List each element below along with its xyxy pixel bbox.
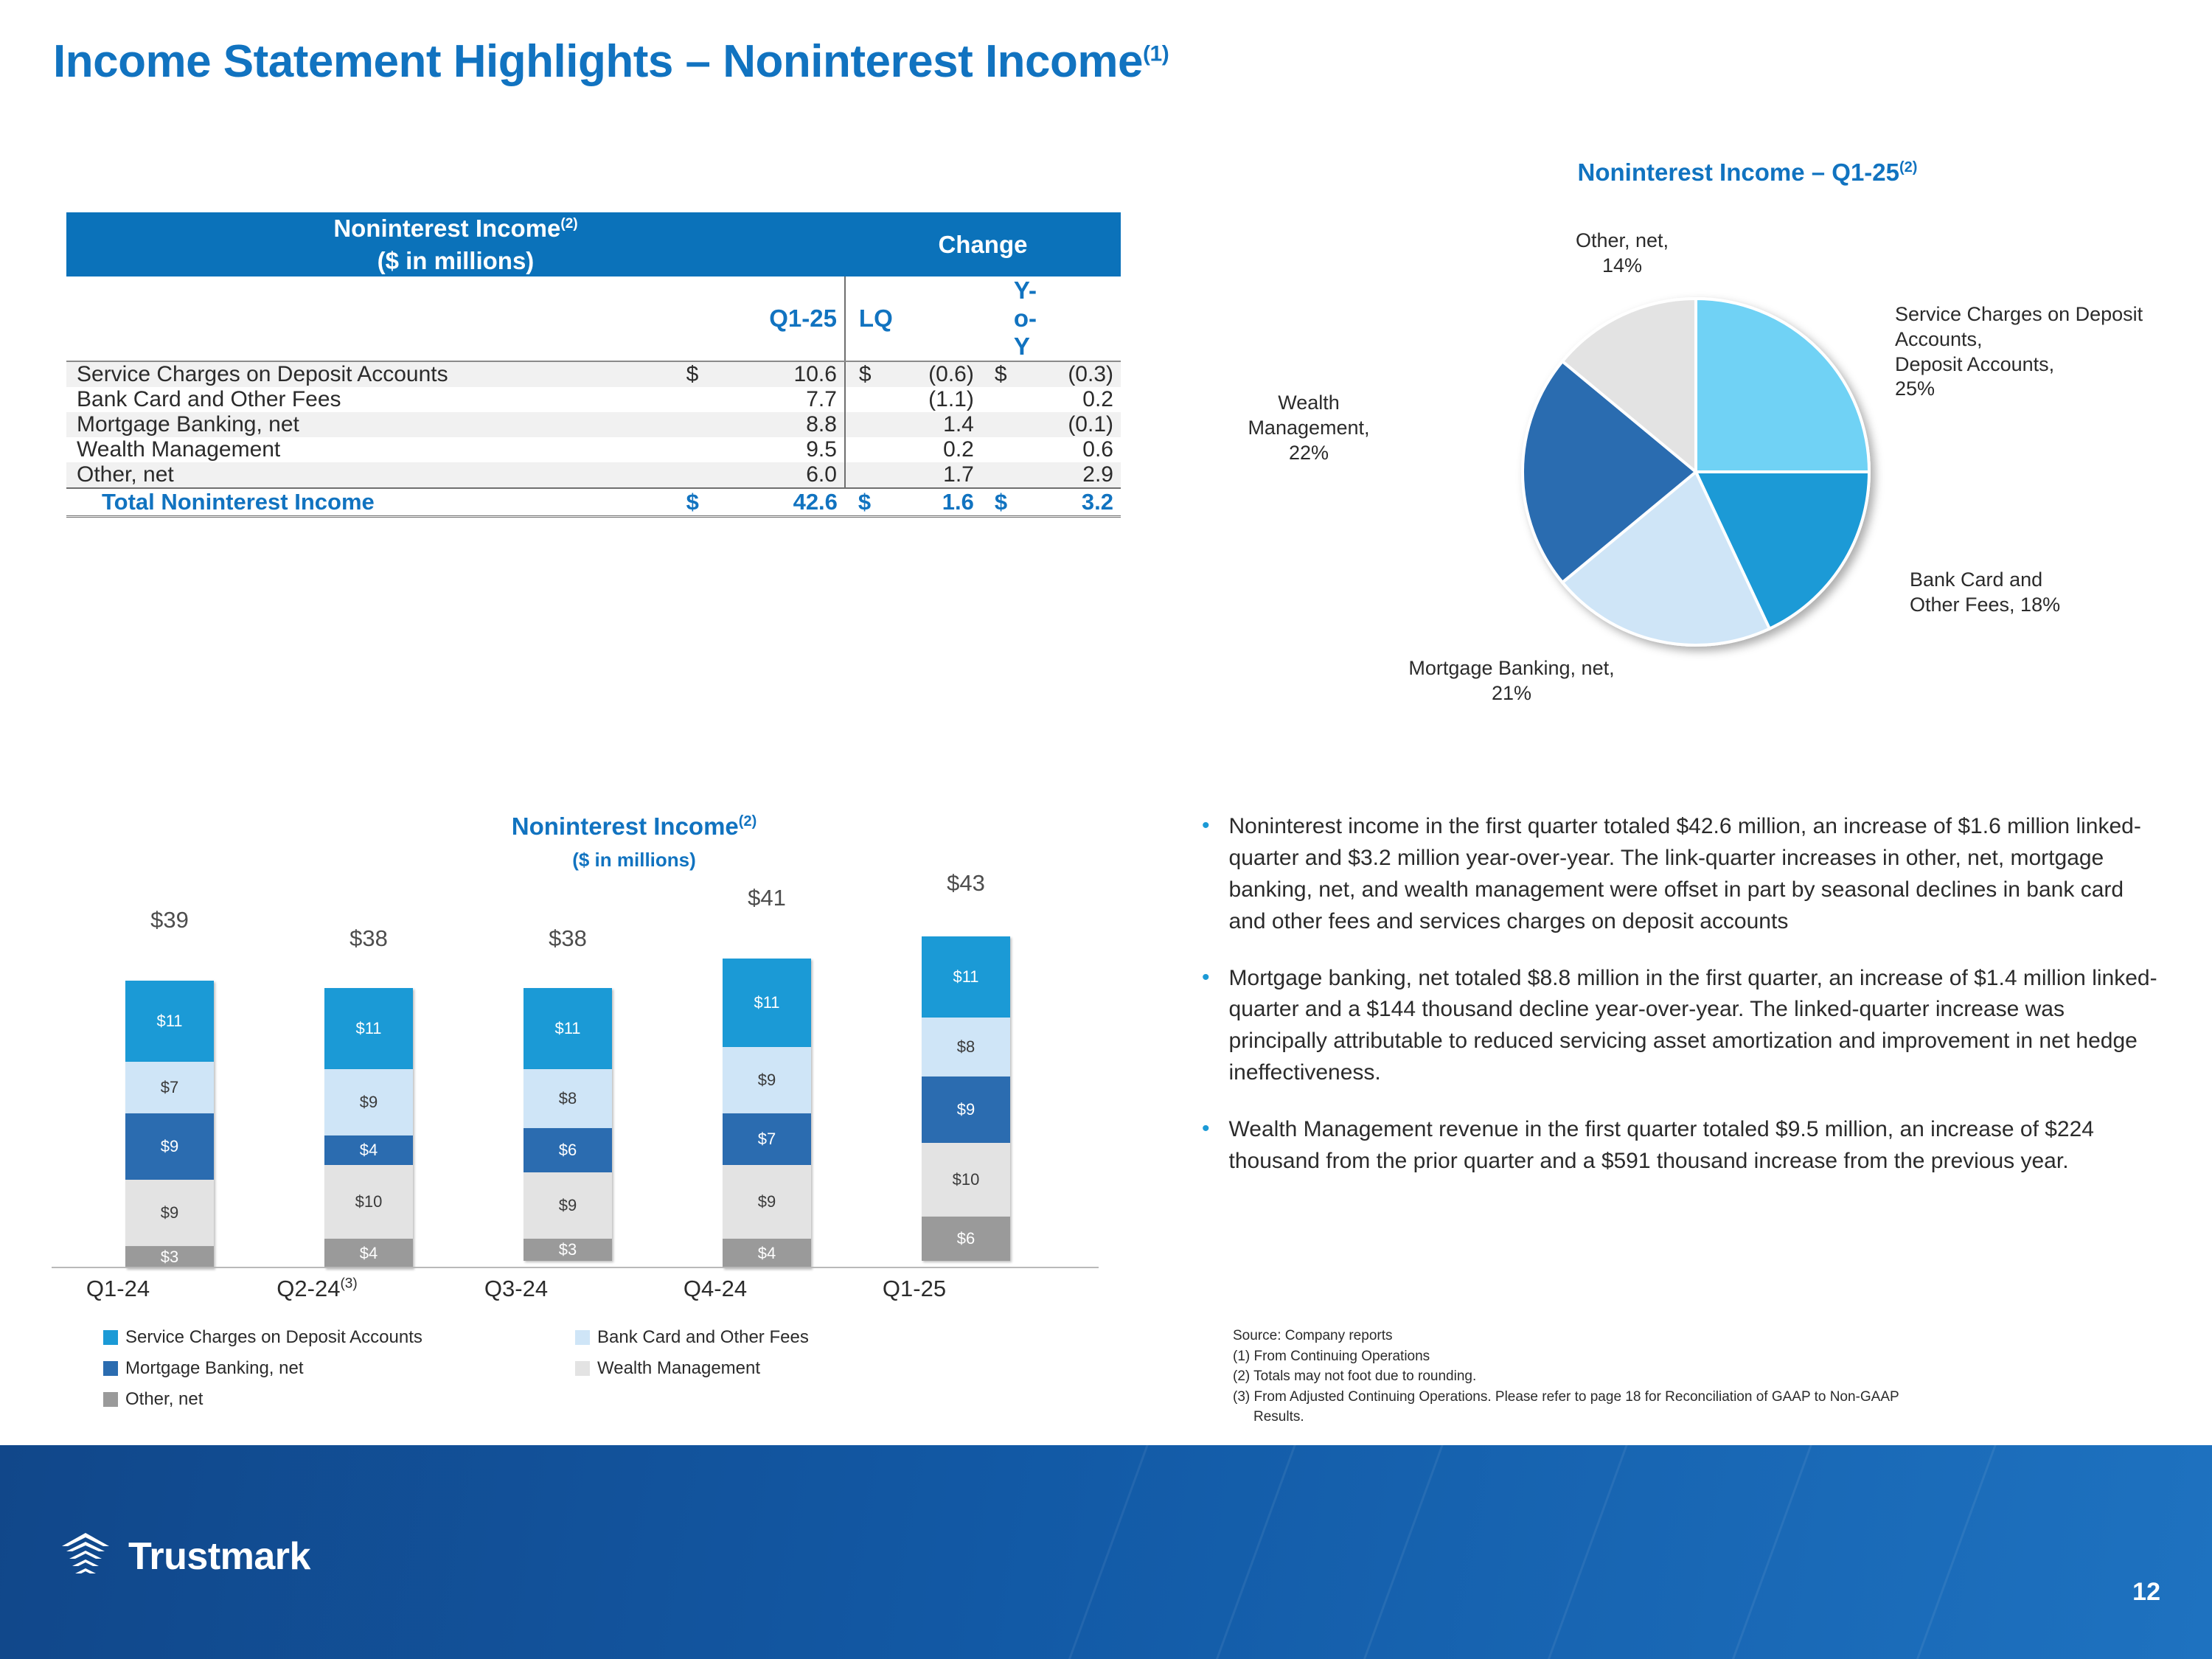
col-header-lq: LQ (845, 276, 897, 361)
bar-segment-mortgage-banking: $9 (922, 1077, 1010, 1143)
footnote-3-cont: Results. (1253, 1409, 1304, 1425)
col-header-yoy: Y-o-Y (981, 276, 1037, 361)
x-axis-label-q1-25: Q1-25 (882, 1276, 947, 1301)
bar-column-q3-24 (524, 988, 612, 1268)
pie-slice-service-charges (1696, 299, 1869, 472)
table-header-title: Noninterest Income$^{(2)}$ ($ in millions) (333, 215, 578, 274)
legend-item-mortgage-banking: Mortgage Banking, net (103, 1358, 575, 1379)
brand-logo (59, 1530, 310, 1583)
bar-segment-mortgage-banking: $9 (125, 1113, 214, 1180)
bar-segment-wealth-management: $9 (723, 1165, 811, 1239)
legend-swatch-icon (103, 1361, 118, 1376)
bar-segment-wealth-management: $10 (324, 1165, 413, 1239)
bar-segment-wealth-management: $10 (922, 1143, 1010, 1217)
pie-label-other-net: Other, net, 14% (1575, 229, 1669, 276)
legend-swatch-icon (103, 1330, 118, 1345)
bar-chart (52, 870, 1143, 1268)
bar-segment-bank-card: $8 (524, 1069, 612, 1128)
bar-segment-wealth-management: $9 (125, 1180, 214, 1246)
list-item: • Noninterest income in the first quarter totaled $42.6 million, an increase of $1.6 million linked-quarter and $3.2 million year-over-year. The link-quarter increases in other, net, mortgage banking, net, and wealth management were offset in part by seasonal declines in bank card and other fees and services charges on deposit accounts (1202, 811, 2160, 938)
bar-segment-other-net: $4 (324, 1239, 413, 1268)
pie-label-mortgage-banking: Mortgage Banking, net, 21% (1408, 657, 1615, 704)
table-row: Wealth Management 9.5 0.2 0.6 (77, 437, 1113, 462)
bar-segment-mortgage-banking: $6 (524, 1128, 612, 1172)
legend-item-other-net: Other, net (103, 1389, 203, 1410)
footnote-1: (1) From Continuing Operations (1233, 1348, 1430, 1364)
bar-column-q2-24 (324, 988, 413, 1268)
legend-swatch-icon (575, 1330, 590, 1345)
footnote-3: (3) From Adjusted Continuing Operations. Please refer to page 18 for Reconciliation of GAAP to Non-GAAP (1233, 1388, 1899, 1405)
col-header-q1-25: Q1-25 (725, 276, 845, 361)
page-title-text: Income Statement Highlights – Noninterest Income (53, 36, 1144, 87)
bar-segment-other-net: $4 (723, 1239, 811, 1268)
table-row: Service Charges on Deposit Accounts $ 10.6 $ (0.6) $ (0.3) (66, 361, 1121, 387)
bar-segment-service-charges: $11 (324, 988, 413, 1069)
bullet-dot-icon: • (1202, 813, 1210, 838)
bar-chart-axis (52, 1267, 1099, 1268)
bar-column-q1-25 (922, 936, 1010, 1268)
bar-total-label: $43 (947, 870, 985, 896)
legend-swatch-icon (103, 1392, 118, 1407)
bar-segment-mortgage-banking: $7 (723, 1113, 811, 1165)
bar-total-label: $38 (349, 925, 388, 951)
footer-band (0, 1445, 2212, 1659)
page-title (53, 35, 1169, 88)
commentary-list (1202, 811, 2160, 1203)
bullet-dot-icon: • (1202, 964, 1210, 990)
table-total-row: Total Noninterest Income $ 42.6 $ 1.6 $ 3.2 (66, 488, 1121, 517)
page-title-footnote: (1) (1143, 41, 1169, 66)
bar-segment-service-charges: $11 (125, 981, 214, 1062)
brand-name: Trustmark (128, 1535, 310, 1578)
bar-total-label: $41 (748, 885, 786, 911)
table-subheader-row (66, 276, 1121, 361)
bar-chart-legend (103, 1327, 1062, 1420)
pie-chart-title: Noninterest Income – Q1-25$^{(2)}$ (1577, 159, 1918, 186)
x-axis-label-q4-24: Q4-24 (683, 1276, 748, 1301)
pie-chart (1209, 184, 2183, 745)
bar-total-label: $39 (150, 907, 189, 933)
page-number: 12 (2132, 1578, 2160, 1606)
pie-label-service-charges: Service Charges on Deposit Accounts, Deposit Accounts, 25% (1895, 303, 2143, 400)
bar-column-q1-24 (125, 981, 214, 1268)
pie-label-wealth-management: Wealth Management, 22% (1248, 392, 1370, 464)
bar-segment-mortgage-banking: $4 (324, 1135, 413, 1165)
trustmark-logo-icon (59, 1530, 112, 1583)
noninterest-income-table (66, 212, 1121, 518)
legend-item-service-charges: Service Charges on Deposit Accounts (103, 1327, 575, 1348)
bar-column-q4-24 (723, 959, 811, 1268)
legend-swatch-icon (575, 1361, 590, 1376)
source-line: Source: Company reports (1233, 1328, 1393, 1343)
bar-segment-bank-card: $8 (922, 1018, 1010, 1077)
list-item: • Wealth Management revenue in the first quarter totaled $9.5 million, an increase of $224 thousand from the prior quarter and a $591 thousand increase from the previous year. (1202, 1114, 2160, 1178)
bar-segment-other-net: $3 (524, 1239, 612, 1261)
table-row: Mortgage Banking, net 8.8 1.4 (0.1) (66, 412, 1121, 437)
bar-segment-other-net: $3 (125, 1246, 214, 1268)
table-row: Other, net 6.0 1.7 2.9 (66, 462, 1121, 488)
table-row: Bank Card and Other Fees 7.7 (1.1) 0.2 (77, 387, 1113, 412)
bar-segment-other-net: $6 (922, 1217, 1010, 1261)
bullet-dot-icon: • (1202, 1116, 1210, 1141)
bar-segment-service-charges: $11 (723, 959, 811, 1047)
x-axis-label-q3-24: Q3-24 (484, 1276, 549, 1301)
x-axis-label-q1-24: Q1-24 (86, 1276, 150, 1301)
bar-total-label: $38 (549, 925, 587, 951)
list-item: • Mortgage banking, net totaled $8.8 million in the first quarter, an increase of $1.4 million linked-quarter and a $144 thousand decline year-over-year. The linked-quarter increase was principally attributable to reduced servicing asset amortization and improvement in net hedge ineffectiveness. (1202, 963, 2160, 1090)
bar-segment-bank-card: $9 (723, 1047, 811, 1113)
footnote-2: (2) Totals may not foot due to rounding. (1233, 1368, 1477, 1385)
table-header-change: Change (938, 230, 1028, 258)
pie-label-bank-card: Bank Card and Other Fees, 18% (1910, 568, 2061, 616)
legend-item-bank-card: Bank Card and Other Fees (575, 1327, 809, 1348)
bar-segment-service-charges: $11 (922, 936, 1010, 1018)
table-header-row (66, 212, 1121, 276)
bar-chart-title: Noninterest Income$^{(2)}$ ($ in millions) (511, 813, 757, 871)
legend-item-wealth-management: Wealth Management (575, 1358, 760, 1379)
bar-segment-bank-card: $7 (125, 1062, 214, 1113)
bar-segment-bank-card: $9 (324, 1069, 413, 1135)
source-notes (1233, 1326, 2162, 1427)
bar-segment-wealth-management: $9 (524, 1172, 612, 1239)
bar-segment-service-charges: $11 (524, 988, 612, 1069)
x-axis-label-q2-24: Q2-24$^{(3)}$ (276, 1276, 358, 1301)
